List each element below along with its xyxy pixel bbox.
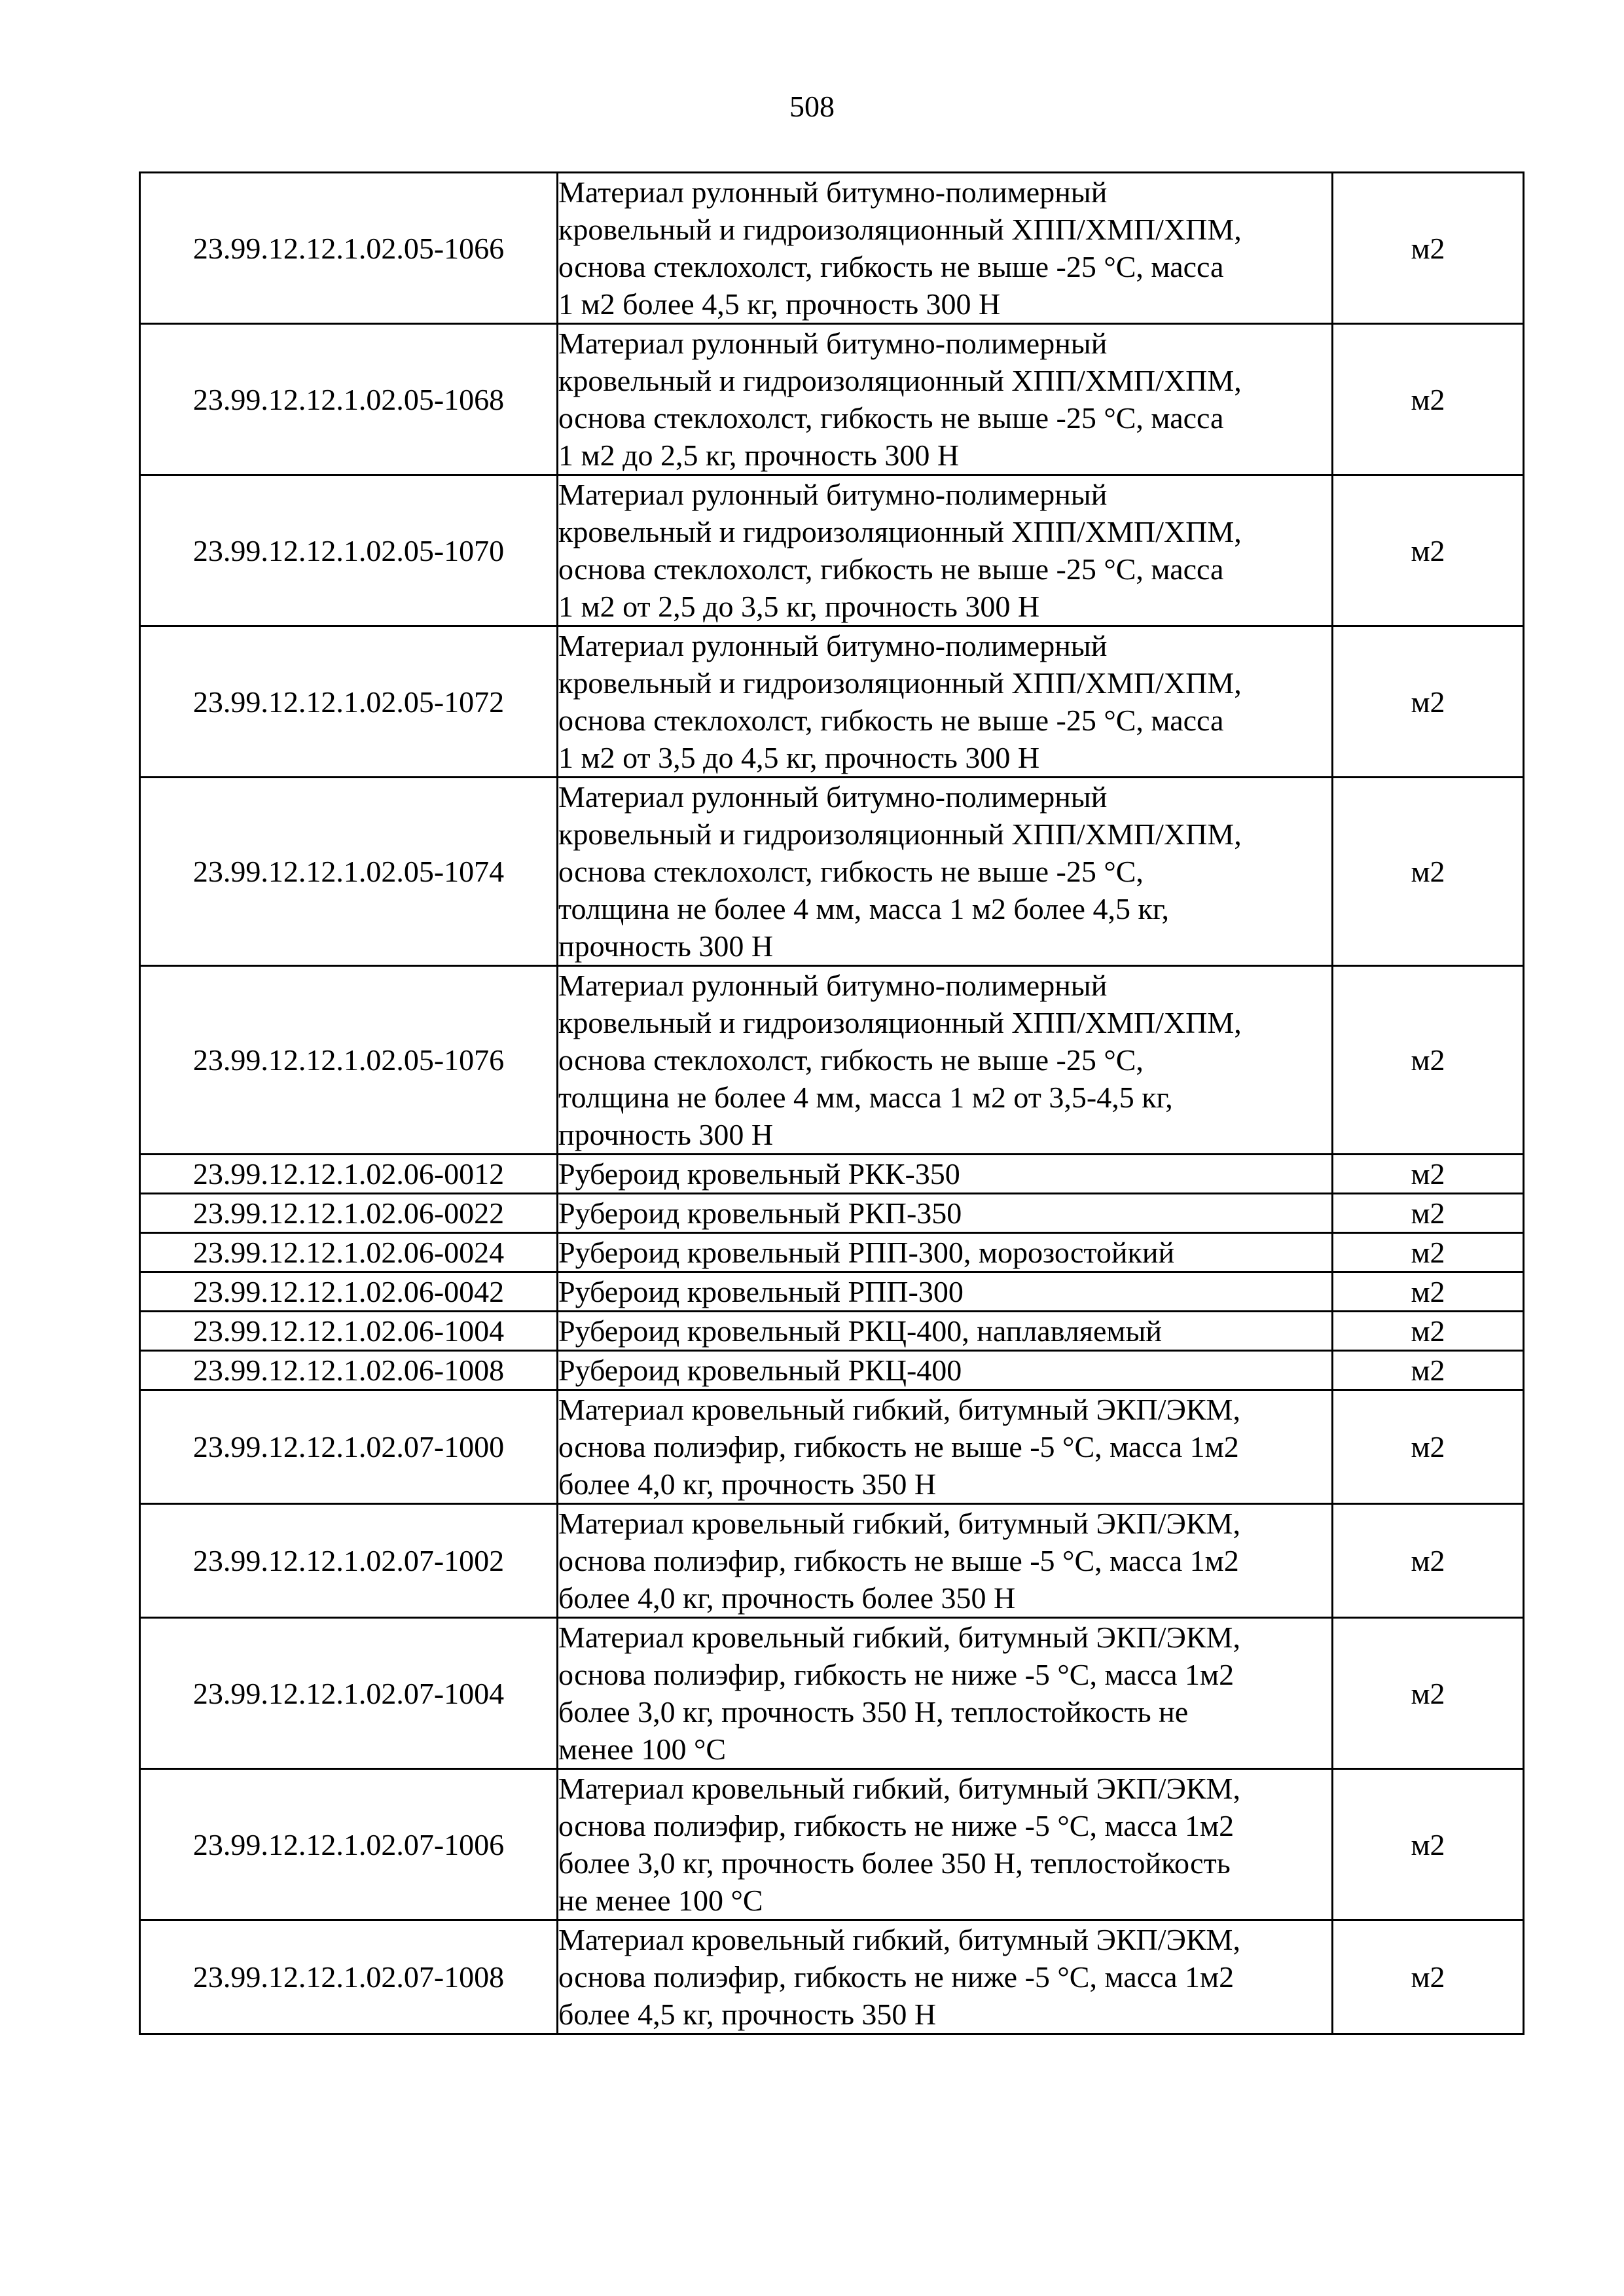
table-row [140, 1920, 1524, 2034]
material-description-cell [558, 626, 1333, 778]
material-description-cell [558, 1618, 1333, 1769]
material-code-cell: 23.99.12.12.1.02.05-1072 [140, 626, 558, 778]
material-description-cell [558, 1769, 1333, 1920]
material-description-cell [558, 324, 1333, 475]
description-line: Рубероид кровельный РКК-350 [558, 1157, 960, 1191]
description-line: основа стеклохолст, гибкость не выше -25 °С, масса [558, 401, 1224, 435]
unit-cell: м2 [1333, 475, 1524, 626]
description-line: основа полиэфир, гибкость не выше -5 °С, масса 1м2 [558, 1544, 1239, 1577]
unit-cell: м2 [1333, 1194, 1524, 1233]
unit-cell: м2 [1333, 1769, 1524, 1920]
table-row [140, 1351, 1524, 1390]
material-code-cell: 23.99.12.12.1.02.05-1068 [140, 324, 558, 475]
description-line: Рубероид кровельный РКЦ-400 [558, 1354, 962, 1387]
unit-cell: м2 [1333, 173, 1524, 324]
materials-table-body [140, 173, 1524, 2034]
material-description-cell [558, 966, 1333, 1155]
description-line: кровельный и гидроизоляционный ХПП/ХМП/ХПМ, [558, 364, 1242, 397]
description-line: прочность 300 Н [558, 1118, 774, 1151]
material-code-cell: 23.99.12.12.1.02.05-1076 [140, 966, 558, 1155]
table-row [140, 1618, 1524, 1769]
unit-cell: м2 [1333, 1504, 1524, 1618]
description-line: 1 м2 до 2,5 кг, прочность 300 Н [558, 439, 960, 472]
description-line: основа полиэфир, гибкость не ниже -5 °С, масса 1м2 [558, 1658, 1235, 1691]
description-line: Рубероид кровельный РКП-350 [558, 1196, 962, 1230]
table-row [140, 1769, 1524, 1920]
table-row [140, 966, 1524, 1155]
table-row [140, 173, 1524, 324]
description-line: толщина не более 4 мм, масса 1 м2 более 4,5 кг, [558, 892, 1170, 925]
page-number: 508 [789, 90, 835, 123]
description-line: кровельный и гидроизоляционный ХПП/ХМП/ХПМ, [558, 1006, 1242, 1039]
material-description-cell [558, 475, 1333, 626]
material-description-cell [558, 1351, 1333, 1390]
description-line: кровельный и гидроизоляционный ХПП/ХМП/ХПМ, [558, 666, 1242, 700]
material-description-cell [558, 1272, 1333, 1312]
description-line: более 4,0 кг, прочность более 350 Н [558, 1581, 1016, 1615]
description-line: менее 100 °С [558, 1732, 727, 1766]
description-line: кровельный и гидроизоляционный ХПП/ХМП/ХПМ, [558, 213, 1242, 246]
material-code-cell: 23.99.12.12.1.02.06-1004 [140, 1312, 558, 1351]
table-row [140, 778, 1524, 966]
material-description-cell [558, 1155, 1333, 1194]
table-row [140, 324, 1524, 475]
table-row [140, 1194, 1524, 1233]
unit-cell: м2 [1333, 1351, 1524, 1390]
material-description-cell [558, 1504, 1333, 1618]
material-code-cell: 23.99.12.12.1.02.07-1002 [140, 1504, 558, 1618]
material-code-cell: 23.99.12.12.1.02.07-1004 [140, 1618, 558, 1769]
description-line: более 4,0 кг, прочность 350 Н [558, 1467, 937, 1501]
description-line: более 3,0 кг, прочность 350 Н, теплостойкость не [558, 1695, 1189, 1729]
description-line: Материал рулонный битумно-полимерный [558, 327, 1108, 360]
description-line: Материал кровельный гибкий, битумный ЭКП/ЭКМ, [558, 1507, 1240, 1540]
unit-cell: м2 [1333, 324, 1524, 475]
material-code-cell: 23.99.12.12.1.02.06-0024 [140, 1233, 558, 1272]
description-line: кровельный и гидроизоляционный ХПП/ХМП/ХПМ, [558, 515, 1242, 548]
description-line: основа стеклохолст, гибкость не выше -25 °С, масса [558, 552, 1224, 586]
table-row [140, 626, 1524, 778]
material-description-cell [558, 1920, 1333, 2034]
description-line: Материал кровельный гибкий, битумный ЭКП/ЭКМ, [558, 1772, 1240, 1805]
description-line: Материал кровельный гибкий, битумный ЭКП/ЭКМ, [558, 1621, 1240, 1654]
table-row [140, 1233, 1524, 1272]
table-row [140, 1504, 1524, 1618]
material-description-cell [558, 1312, 1333, 1351]
description-line: более 4,5 кг, прочность 350 Н [558, 1998, 937, 2031]
description-line: основа стеклохолст, гибкость не выше -25 °С, [558, 1043, 1144, 1077]
material-code-cell: 23.99.12.12.1.02.06-0012 [140, 1155, 558, 1194]
material-description-cell [558, 1390, 1333, 1504]
description-line: не менее 100 °С [558, 1884, 763, 1917]
unit-cell: м2 [1333, 1272, 1524, 1312]
description-line: основа полиэфир, гибкость не ниже -5 °С, масса 1м2 [558, 1960, 1235, 1994]
description-line: толщина не более 4 мм, масса 1 м2 от 3,5-4,5 кг, [558, 1081, 1173, 1114]
material-code-cell: 23.99.12.12.1.02.07-1008 [140, 1920, 558, 2034]
unit-cell: м2 [1333, 1920, 1524, 2034]
unit-cell: м2 [1333, 778, 1524, 966]
description-line: основа стеклохолст, гибкость не выше -25 °С, [558, 855, 1144, 888]
unit-cell: м2 [1333, 966, 1524, 1155]
description-line: 1 м2 от 2,5 до 3,5 кг, прочность 300 Н [558, 590, 1040, 623]
table-row [140, 1155, 1524, 1194]
material-code-cell: 23.99.12.12.1.02.06-0022 [140, 1194, 558, 1233]
material-description-cell [558, 778, 1333, 966]
material-code-cell: 23.99.12.12.1.02.06-1008 [140, 1351, 558, 1390]
material-code-cell: 23.99.12.12.1.02.06-0042 [140, 1272, 558, 1312]
table-row [140, 1390, 1524, 1504]
material-code-cell: 23.99.12.12.1.02.05-1074 [140, 778, 558, 966]
material-code-cell: 23.99.12.12.1.02.05-1066 [140, 173, 558, 324]
description-line: Рубероид кровельный РКЦ-400, наплавляемый [558, 1314, 1162, 1348]
description-line: более 3,0 кг, прочность более 350 Н, теплостойкость [558, 1846, 1231, 1880]
description-line: Материал рулонный битумно-полимерный [558, 478, 1108, 511]
description-line: Материал рулонный битумно-полимерный [558, 175, 1108, 209]
description-line: Материал кровельный гибкий, битумный ЭКП/ЭКМ, [558, 1393, 1240, 1426]
description-line: кровельный и гидроизоляционный ХПП/ХМП/ХПМ, [558, 817, 1242, 851]
description-line: основа полиэфир, гибкость не выше -5 °С, масса 1м2 [558, 1430, 1239, 1463]
description-line: 1 м2 от 3,5 до 4,5 кг, прочность 300 Н [558, 741, 1040, 774]
description-line: Материал рулонный битумно-полимерный [558, 969, 1108, 1002]
materials-table [139, 171, 1525, 2035]
unit-cell: м2 [1333, 626, 1524, 778]
description-line: Материал кровельный гибкий, битумный ЭКП/ЭКМ, [558, 1923, 1240, 1956]
material-description-cell [558, 1194, 1333, 1233]
table-row [140, 475, 1524, 626]
material-description-cell [558, 1233, 1333, 1272]
description-line: 1 м2 более 4,5 кг, прочность 300 Н [558, 287, 1001, 321]
material-description-cell [558, 173, 1333, 324]
description-line: Рубероид кровельный РПП-300 [558, 1275, 964, 1308]
unit-cell: м2 [1333, 1155, 1524, 1194]
unit-cell: м2 [1333, 1312, 1524, 1351]
unit-cell: м2 [1333, 1618, 1524, 1769]
material-code-cell: 23.99.12.12.1.02.07-1000 [140, 1390, 558, 1504]
table-row [140, 1312, 1524, 1351]
description-line: прочность 300 Н [558, 929, 774, 963]
description-line: Материал рулонный битумно-полимерный [558, 780, 1108, 814]
material-code-cell: 23.99.12.12.1.02.07-1006 [140, 1769, 558, 1920]
material-code-cell: 23.99.12.12.1.02.05-1070 [140, 475, 558, 626]
description-line: основа полиэфир, гибкость не ниже -5 °С, масса 1м2 [558, 1809, 1235, 1842]
description-line: основа стеклохолст, гибкость не выше -25 °С, масса [558, 250, 1224, 283]
unit-cell: м2 [1333, 1233, 1524, 1272]
description-line: Рубероид кровельный РПП-300, морозостойкий [558, 1236, 1175, 1269]
unit-cell: м2 [1333, 1390, 1524, 1504]
table-row [140, 1272, 1524, 1312]
description-line: основа стеклохолст, гибкость не выше -25 °С, масса [558, 704, 1224, 737]
description-line: Материал рулонный битумно-полимерный [558, 629, 1108, 662]
